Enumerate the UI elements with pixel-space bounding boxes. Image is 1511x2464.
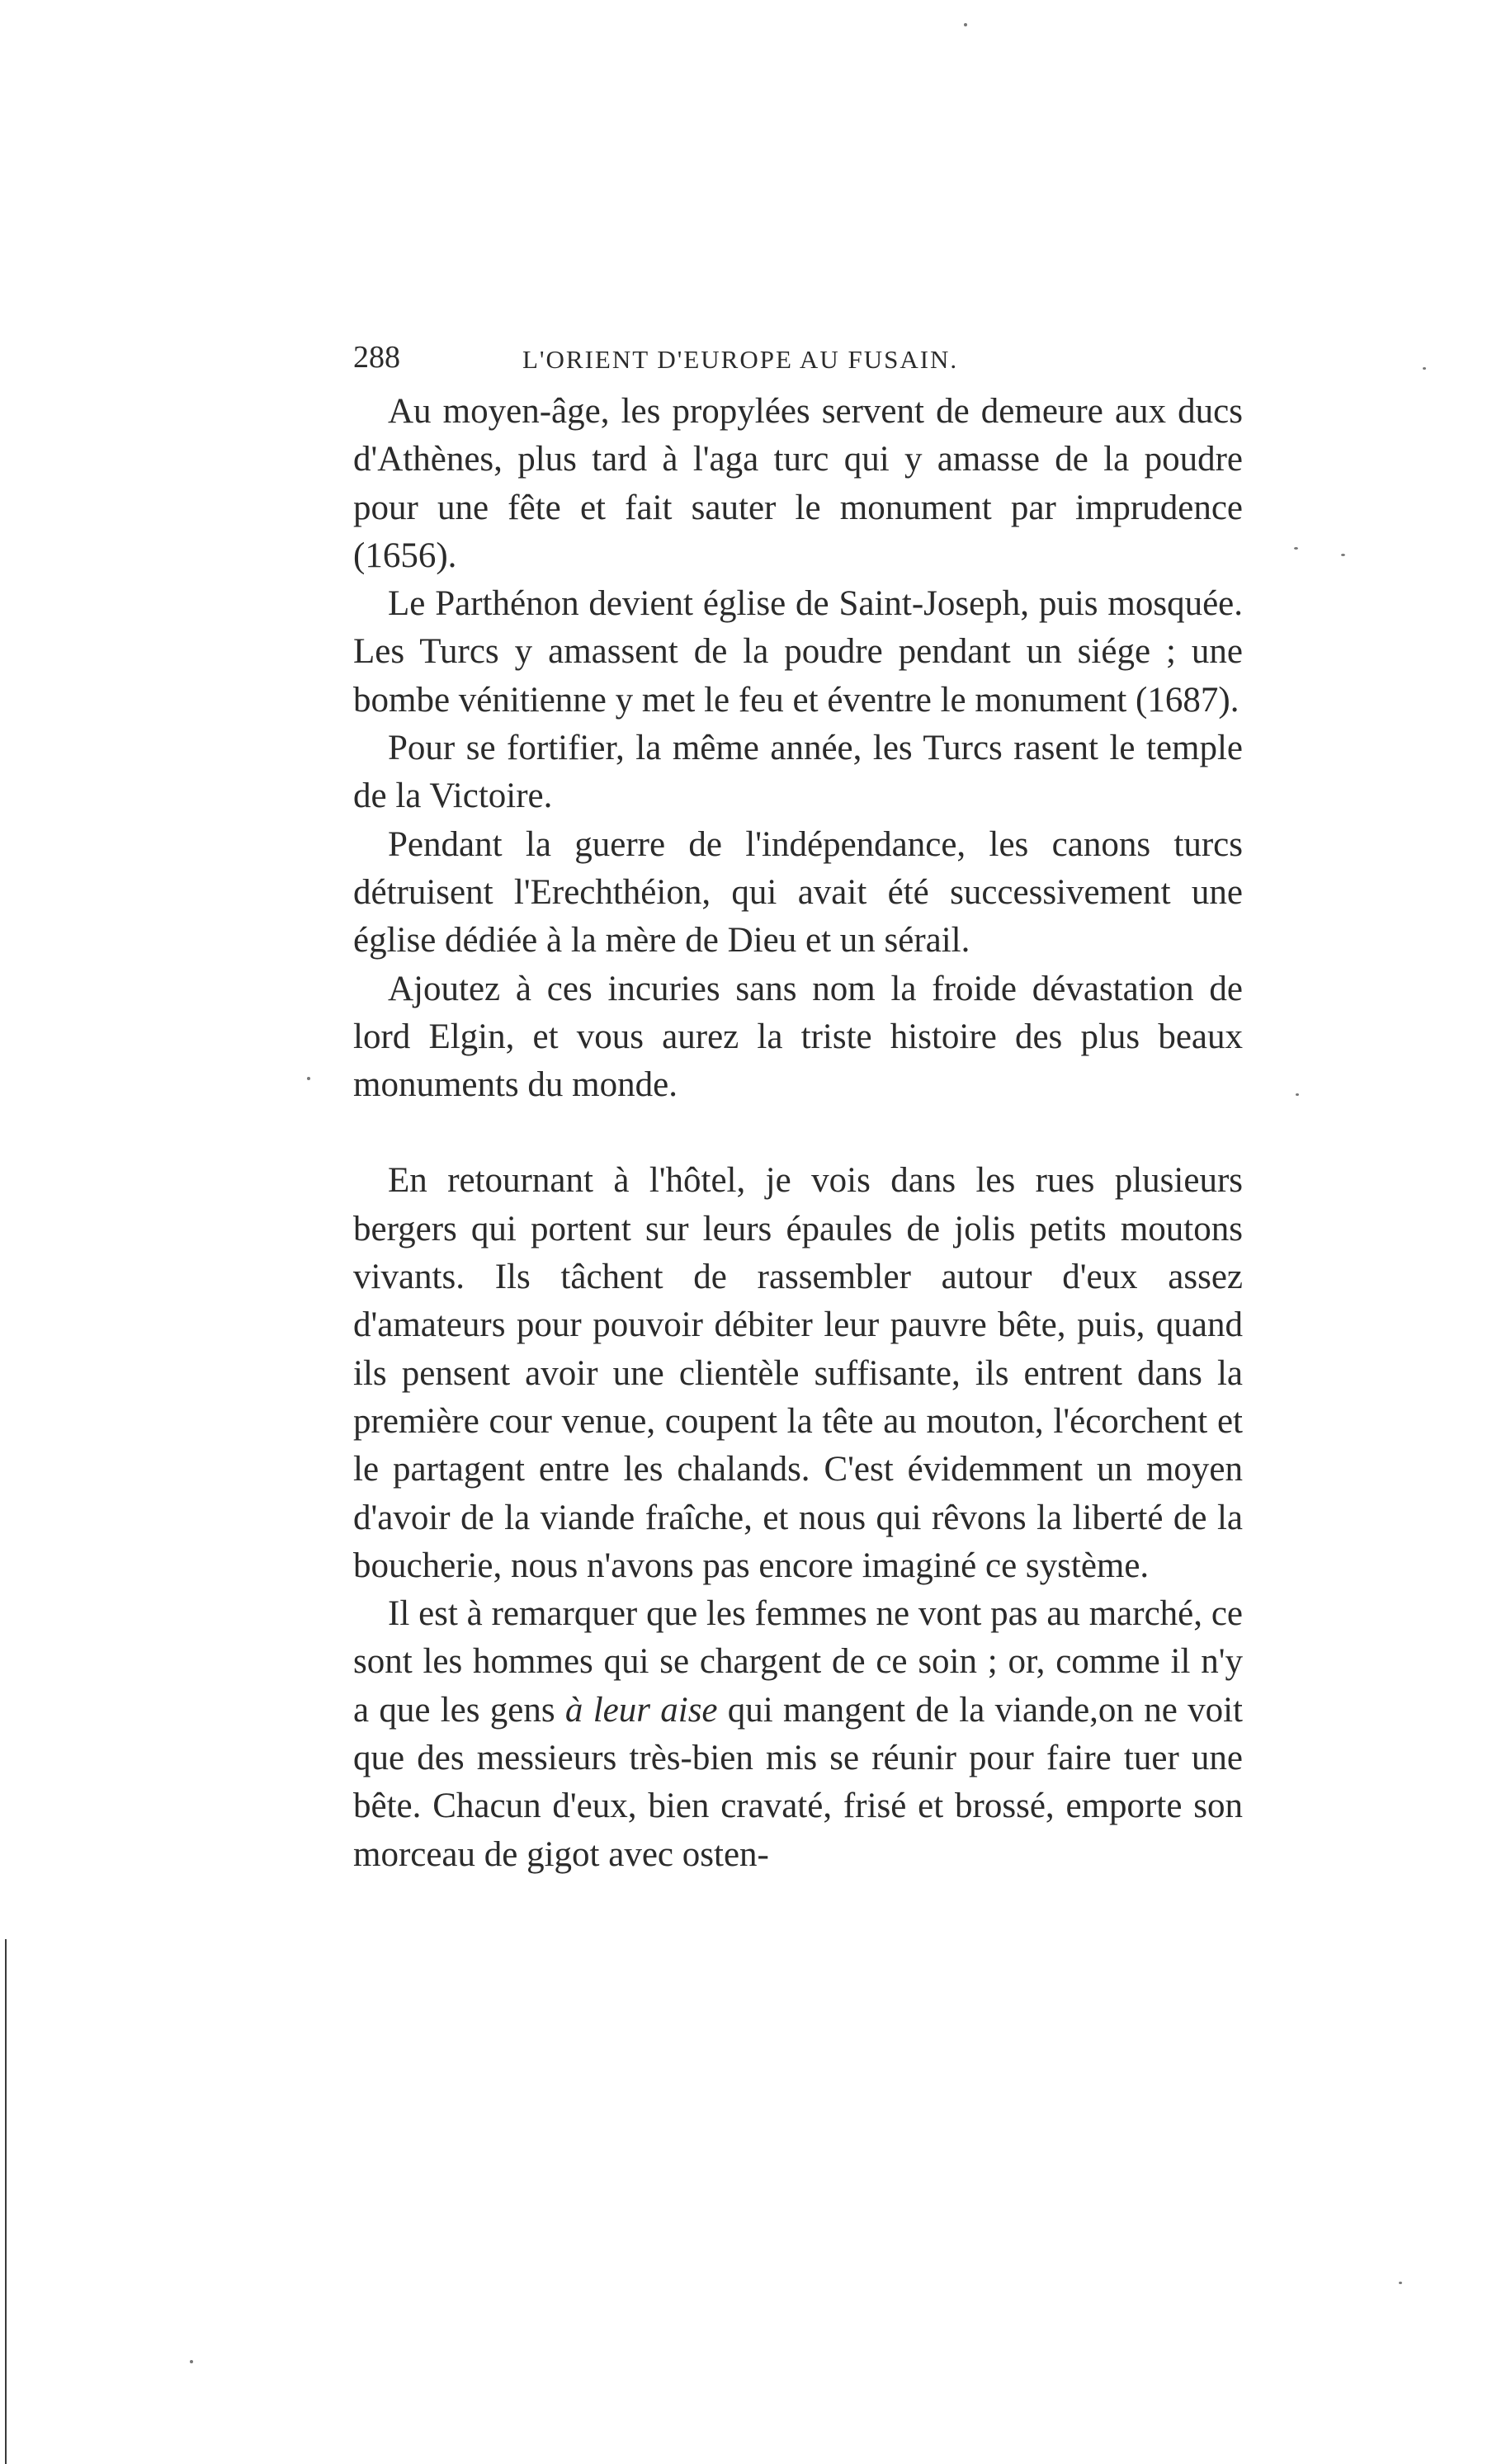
scan-speck: [1341, 554, 1345, 556]
scan-margin-rule: [5, 1939, 7, 2464]
scan-speck: [964, 23, 967, 26]
page-header: [353, 337, 1261, 386]
paragraph-lord-elgin: Ajoutez à ces incuries sans nom la froide dévastation de lord Elgin, et vous aurez la triste histoire des plus beaux monuments du monde.: [353, 969, 1243, 1105]
paragraph-shepherds: En retournant à l'hôtel, je vois dans les rues plusieurs bergers qui portent sur leurs épaules de jolis petits moutons vivants. Ils tâchent de rassembler autour d'eux assez d'amateurs pour pouvoir débiter leur pauvre bête, puis, quand ils pensent avoir une clientèle suffisante, ils entrent dans la première cour venue, coupent la tête au mouton, l'écorchent et le partagent entre les chalands. C'est évidemment un moyen d'avoir de la viande fraîche, et nous qui rêvons la liberté de la boucherie, nous n'avons pas encore imaginé ce système.: [353, 1161, 1243, 1585]
paragraph-parthenon: Le Parthénon devient église de Saint-Joseph, puis mosquée. Les Turcs y amassent de la poudre pendant un siége ; une bombe vénitienne y met le feu et éventre le monument (1687).: [353, 584, 1243, 720]
scan-speck: [190, 2360, 193, 2363]
body-text: [353, 388, 1243, 1879]
scan-speck: [307, 1077, 310, 1080]
paragraph-propylaea: Au moyen-âge, les propylées servent de demeure aux ducs d'Athènes, plus tard à l'aga turc qui y amasse de la poudre pour une fête et fait sauter le monument par imprudence (1656).: [353, 392, 1243, 575]
scan-speck: [1294, 547, 1298, 550]
scan-speck: [1296, 1093, 1299, 1096]
paragraph-temple-victory: Pour se fortifier, la même année, les Turcs rasent le temple de la Victoire.: [353, 729, 1243, 816]
scan-speck: [1423, 367, 1426, 370]
paragraph-erechtheion: Pendant la guerre de l'indépendance, les canons turcs détruisent l'Erechthéion, qui avait été successivement une église dédiée à la mère de Dieu et un sérail.: [353, 824, 1243, 961]
page-number: 288: [353, 340, 400, 375]
market-text-end: qui mangent de la viande,on ne voit que des messieurs très-bien mis se réunir pour faire tuer une bête. Chacun d'eux, bien cravaté, frisé et brossé, emporte son morceau de gigot avec osten-: [353, 1690, 1243, 1874]
market-text-start: Il est à remarquer que les femmes ne vont pas au marché, ce sont les hommes qui se chargent de ce soin ; or, comme il n'y a que les gens: [353, 1594, 1243, 1730]
market-text-emphasis: à leur aise: [564, 1690, 718, 1730]
scan-speck: [1399, 2282, 1402, 2284]
paragraph-market: [353, 1590, 1243, 1879]
running-title: L'ORIENT D'EUROPE AU FUSAIN.: [522, 345, 959, 374]
